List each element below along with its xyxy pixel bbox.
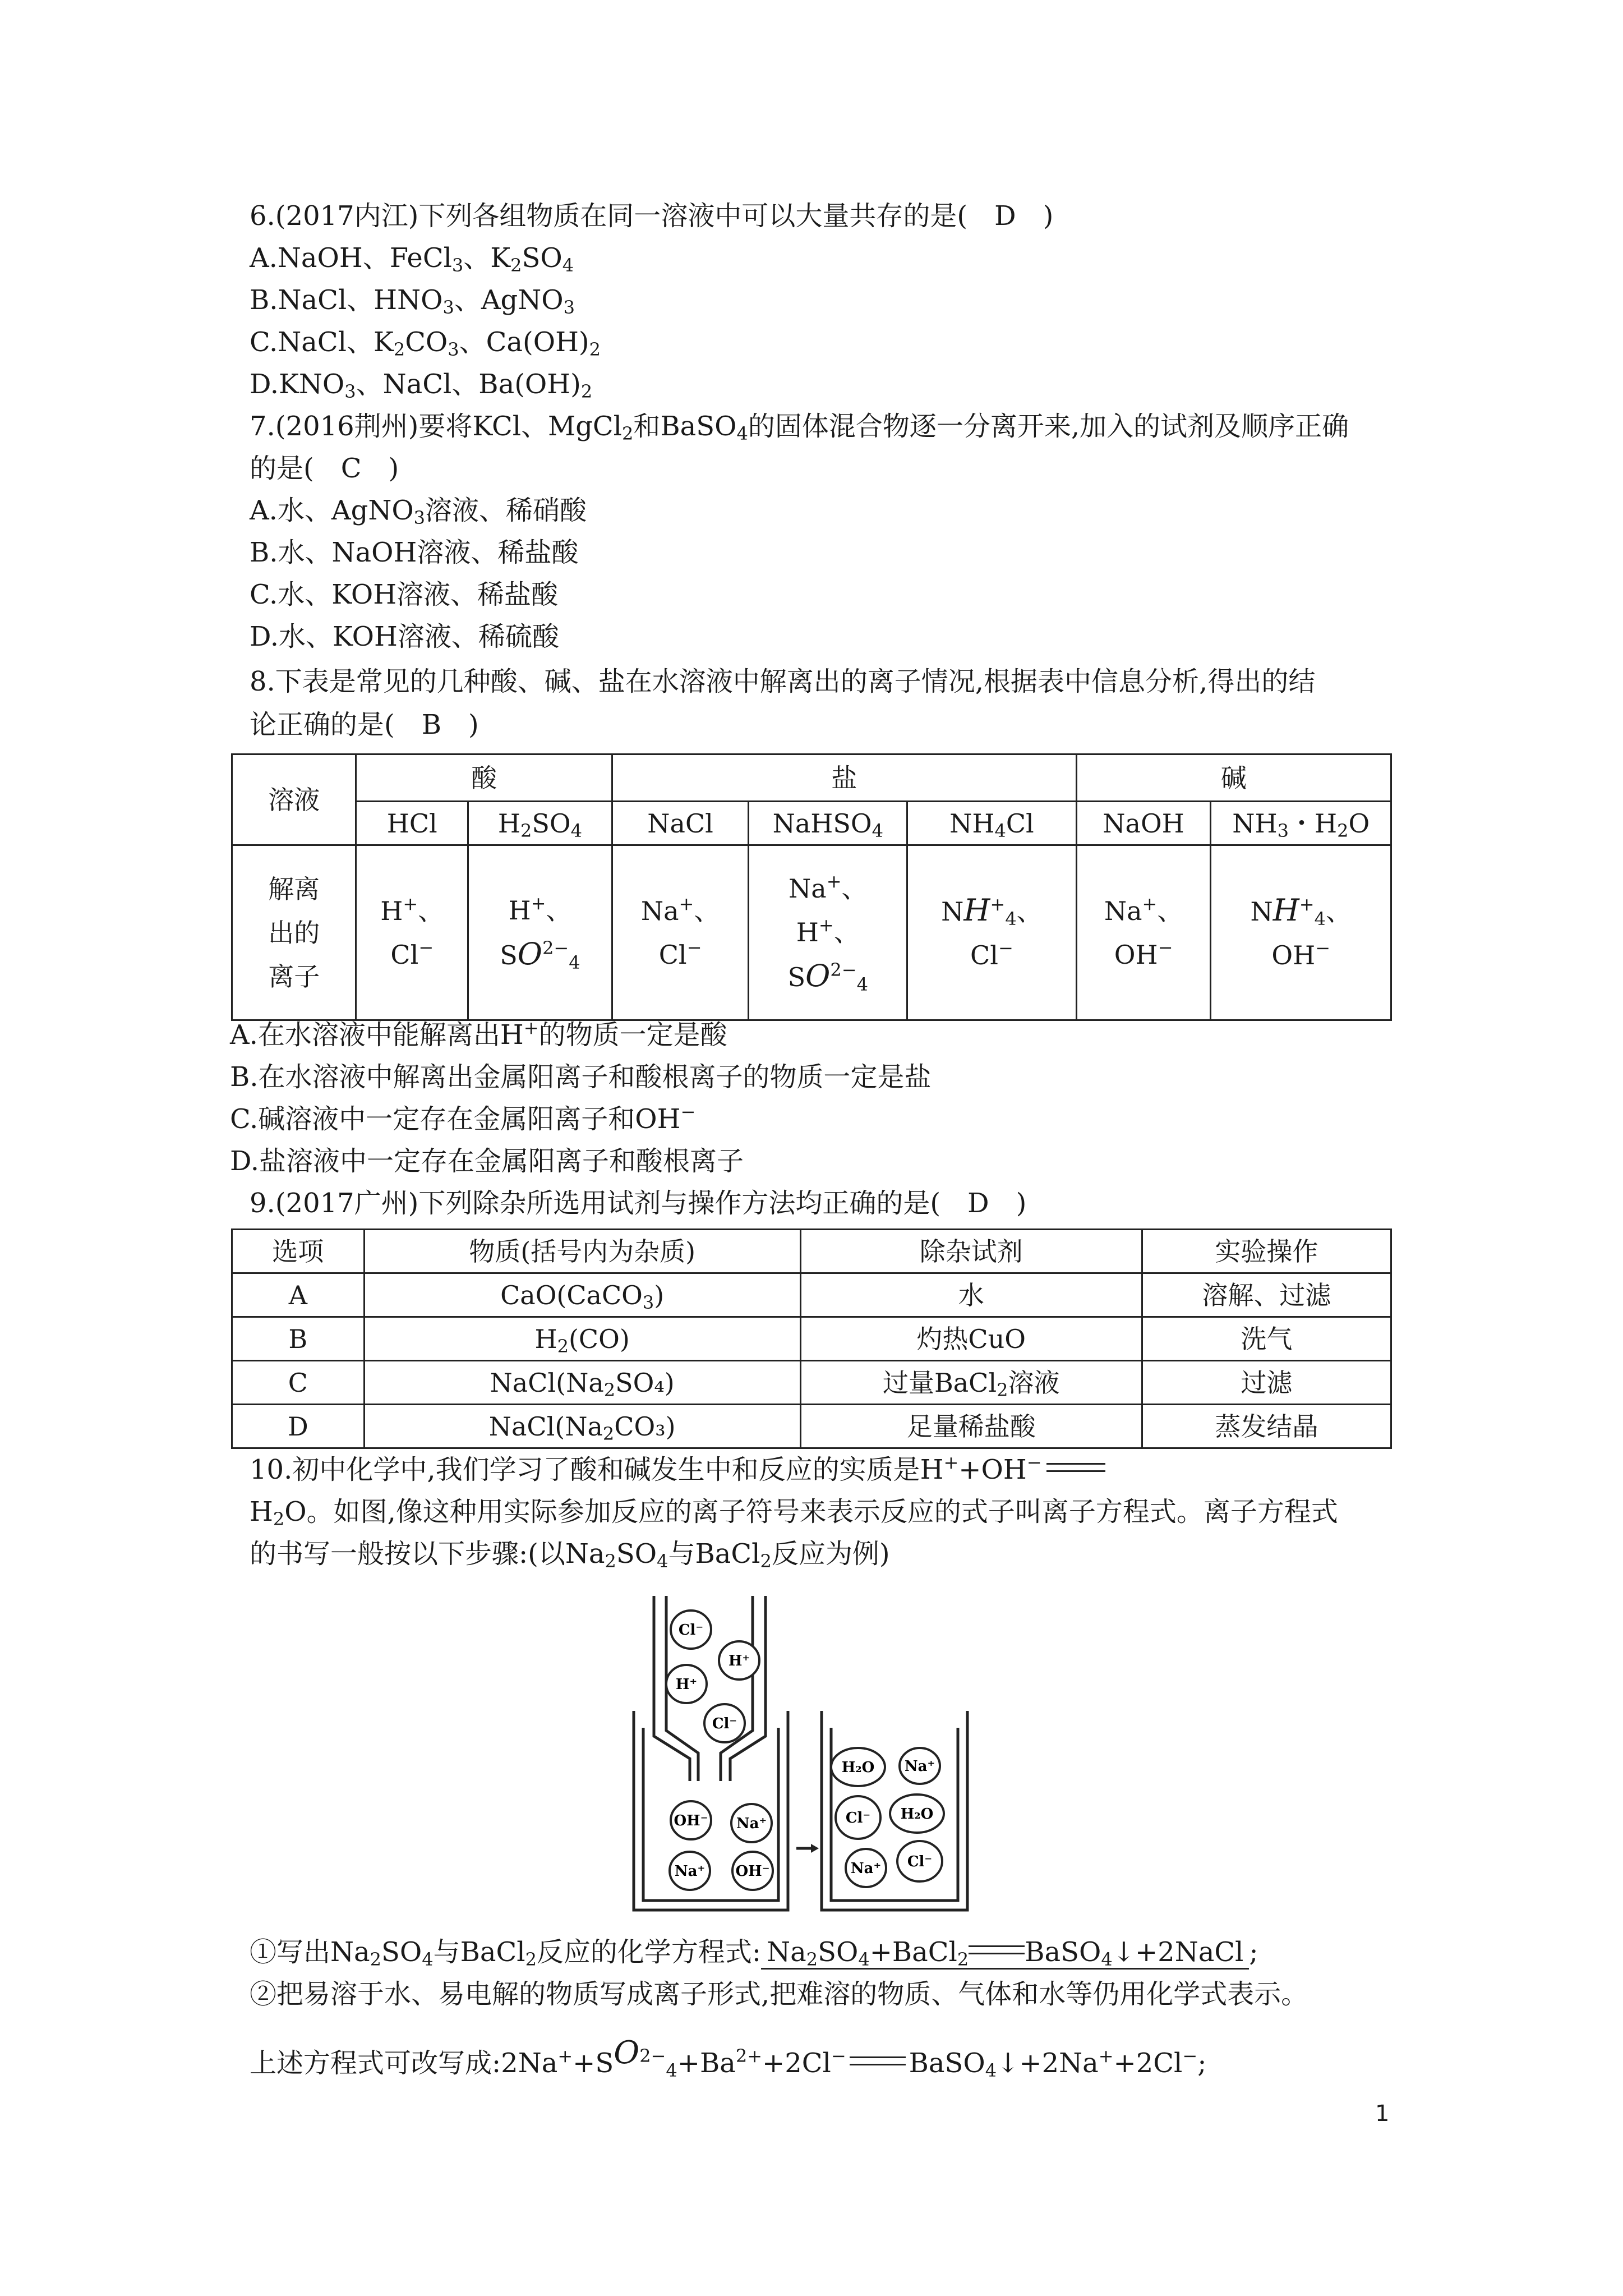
q6-option-c: C.NaCl、$K_2CO_3$、$Ca(OH)_2$ <box>250 326 601 360</box>
q7-stem-line1: 7.(2016荆州)要将KCl、MgCl$_2$和BaSO$_4$的固体混合物逐一分离开来,加入的试剂及顺序正确 <box>250 411 1349 444</box>
q8-option-d: D.盐溶液中一定存在金属阳离子和酸根离子 <box>230 1145 744 1177</box>
q10-line2: $H_2O$。如图,像这种用实际参加反应的离子符号来表示反应的式子叫离子方程式。离子方程式 <box>250 1496 1338 1530</box>
header-option: 选项 <box>232 1230 365 1273</box>
ion-label: Na⁺ <box>904 1758 935 1775</box>
table-row: C $NaCl(Na_2SO_4)$ 过量BaCl$_2$溶液 过滤 <box>232 1361 1391 1405</box>
col-hcl: HCl <box>356 802 468 845</box>
impurity-table <box>231 1228 1392 1449</box>
q8-option-b: B.在水溶液中解离出金属阳离子和酸根离子的物质一定是盐 <box>230 1061 932 1093</box>
q10-line3: 的书写一般按以下步骤:(以$Na_2SO_4$与BaCl$_2$反应为例) <box>250 1538 890 1572</box>
ion-label: Cl⁻ <box>712 1715 737 1732</box>
header-acid: 酸 <box>356 754 612 802</box>
ion-label: H₂O <box>841 1759 875 1776</box>
col-nh4cl: $NH_4Cl$ <box>907 802 1077 845</box>
ions-nh4cl: $NH^+_4$、 Cl− <box>907 845 1077 1020</box>
q8-stem-line2: 论正确的是( B ) <box>250 709 479 740</box>
ion-label: OH⁻ <box>735 1863 770 1880</box>
q10-line1: 10.初中化学中,我们学习了酸和碱发生中和反应的实质是H++OH− <box>250 1453 1105 1487</box>
ion-label: Cl⁻ <box>845 1810 871 1826</box>
ion-label: Cl⁻ <box>678 1622 704 1639</box>
col-naoh: NaOH <box>1076 802 1211 845</box>
equals-sign <box>1046 1463 1105 1472</box>
ions-hcl: H+、 Cl− <box>356 845 468 1020</box>
table-row: D $NaCl(Na_2CO_3)$ 足量稀盐酸 蒸发结晶 <box>232 1405 1391 1448</box>
header-salt: 盐 <box>612 754 1076 802</box>
col-nh3h2o: $NH_3$・$H_2O$ <box>1211 802 1391 845</box>
ion-label: H⁺ <box>675 1676 698 1693</box>
q10-step2: ②把易溶于水、易电解的物质写成离子形式,把难溶的物质、气体和水等仍用化学式表示。 <box>250 1978 1308 2010</box>
ion-label: OH⁻ <box>674 1812 708 1829</box>
ions-nahso4: Na+、 H+、 $SO^{2-}_4$ <box>749 845 907 1020</box>
q7-option-b: B.水、NaOH溶液、稀盐酸 <box>250 537 579 568</box>
table-row: B $H_2(CO)$ 灼热CuO 洗气 <box>232 1317 1391 1361</box>
header-substance: 物质(括号内为杂质) <box>364 1230 800 1273</box>
ion-label: H⁺ <box>728 1653 750 1669</box>
ion-label: H₂O <box>900 1806 934 1823</box>
col-h2so4: $H_2SO_4$ <box>468 802 612 845</box>
q7-option-d: D.水、KOH溶液、稀硫酸 <box>250 621 559 652</box>
q10-step1: ①写出$Na_2SO_4$与BaCl$_2$反应的化学方程式: $Na_2SO_4+BaCl_2$ BaSO$_4$↓+2NaCl ; <box>250 1936 1258 1970</box>
q8-stem-line1: 8.下表是常见的几种酸、碱、盐在水溶液中解离出的离子情况,根据表中信息分析,得出的结 <box>250 666 1316 697</box>
ion-table <box>231 753 1392 1021</box>
q6-stem: 6.(2017内江)下列各组物质在同一溶液中可以大量共存的是( D ) <box>250 200 1054 232</box>
header-operation: 实验操作 <box>1142 1230 1391 1273</box>
q7-option-a: A.水、AgNO$_3$溶液、稀硝酸 <box>250 495 587 528</box>
header-reagent: 除杂试剂 <box>800 1230 1142 1273</box>
q8-option-c: C.碱溶液中一定存在金属阳离子和OH− <box>230 1101 696 1135</box>
table-row: A CaO(CaCO$_3$) 水 溶解、过滤 <box>232 1273 1391 1317</box>
q10-step3: 上述方程式可改写成$:2Na^++SO^{2-}_4+Ba^{2+}+2Cl^-$ BaSO$_4$↓+2Na++2Cl−; <box>250 2035 1207 2081</box>
ion-label: Na⁺ <box>674 1863 706 1880</box>
ion-label: Na⁺ <box>850 1860 882 1877</box>
col-nacl: NaCl <box>612 802 749 845</box>
ion-label: Cl⁻ <box>907 1853 933 1870</box>
q6-option-b: B.NaCl、$HNO_3$、AgNO$_3$ <box>250 284 575 318</box>
ions-h2so4: H+、 $SO^{2-}_4$ <box>468 845 612 1020</box>
neutralization-diagram <box>628 1593 976 1924</box>
col-nahso4: NaHSO$_4$ <box>749 802 907 845</box>
q6-option-d: $D.KNO_3$、NaCl、$Ba(OH)_2$ <box>250 369 593 402</box>
q9-stem: 9.(2017广州)下列除杂所选用试剂与操作方法均正确的是( D ) <box>250 1188 1027 1219</box>
header-base: 碱 <box>1076 754 1391 802</box>
ions-nacl: Na+、 Cl− <box>612 845 749 1020</box>
q7-stem-line2: 的是( C ) <box>250 453 399 484</box>
page-number: 1 <box>1375 2101 1390 2127</box>
ions-naoh: Na+、 OH− <box>1076 845 1211 1020</box>
answer-blank: $Na_2SO_4+BaCl_2$ BaSO$_4$↓+2NaCl <box>761 1936 1249 1970</box>
q7-option-c: C.水、KOH溶液、稀盐酸 <box>250 579 559 610</box>
ion-label: Na⁺ <box>736 1815 767 1832</box>
row-label-ions: 解离 出的 离子 <box>232 845 356 1020</box>
ions-nh3h2o: $NH^+_4$、 OH− <box>1211 845 1391 1020</box>
q6-option-a: A.NaOH、FeCl$_3$、$K_2SO_4$ <box>250 242 574 276</box>
q8-option-a: A.在水溶液中能解离出H+的物质一定是酸 <box>230 1017 727 1051</box>
header-solution: 溶液 <box>232 754 356 845</box>
